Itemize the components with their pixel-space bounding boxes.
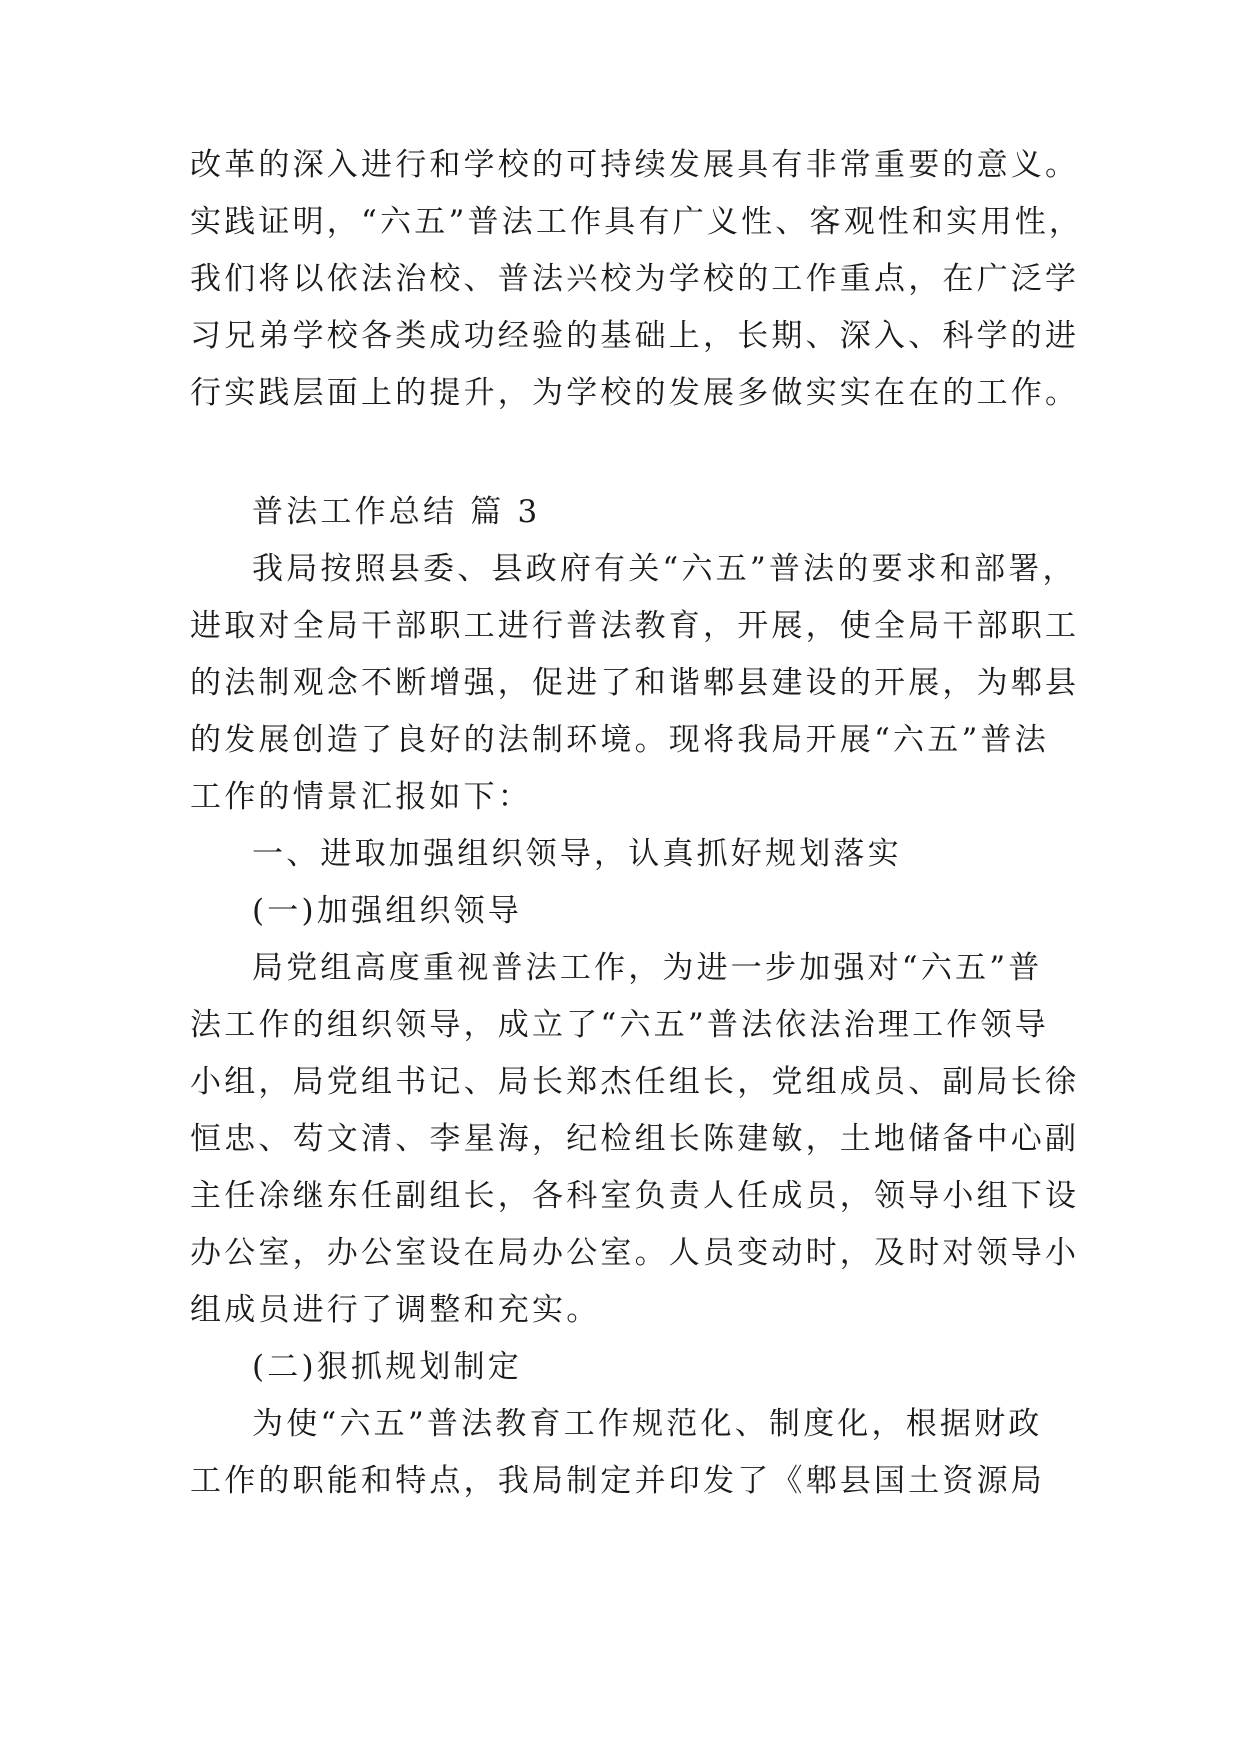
subsection-heading: (一)加强组织领导 [252,893,522,929]
subsection-heading: 一、进取加强组织领导，认真抓好规划落实 [252,836,902,872]
body-text-line: 工作的情景汇报如下： [190,779,532,815]
body-text-line: 主任凃继东任副组长，各科室负责人任成员，领导小组下设 [190,1178,1080,1214]
body-text-line: 我局按照县委、县政府有关“六五”普法的要求和部署， [252,551,1077,587]
body-text-line: 的发展创造了良好的法制环境。现将我局开展“六五”普法 [190,722,1049,758]
body-text-line: 法工作的组织领导，成立了“六五”普法依法治理工作领导 [190,1007,1049,1043]
body-text-line: 改革的深入进行和学校的可持续发展具有非常重要的意义。 [190,147,1080,183]
body-text-line: 行实践层面上的提升，为学校的发展多做实实在在的工作。 [190,375,1080,411]
subsection-heading: (二)狠抓规划制定 [252,1349,522,1385]
body-text-line: 工作的职能和特点，我局制定并印发了《郫县国土资源局 [190,1463,1045,1499]
body-text-line: 局党组高度重视普法工作，为进一步加强对“六五”普 [252,950,1043,986]
body-text-line: 组成员进行了调整和充实。 [190,1292,601,1328]
section-heading: 普法工作总结 篇 3 [252,494,541,530]
body-text-line: 小组，局党组书记、局长郑杰任组长，党组成员、副局长徐 [190,1064,1080,1100]
body-text-line: 恒忠、芶文清、李星海，纪检组长陈建敏，土地储备中心副 [190,1121,1080,1157]
body-text-line: 实践证明，“六五”普法工作具有广义性、客观性和实用性， [190,204,1084,240]
body-text-line: 为使“六五”普法教育工作规范化、制度化，根据财政 [252,1406,1043,1442]
body-text-line: 的法制观念不断增强，促进了和谐郫县建设的开展，为郫县 [190,665,1080,701]
body-text-line: 我们将以依法治校、普法兴校为学校的工作重点，在广泛学 [190,261,1080,297]
body-text-line: 进取对全局干部职工进行普法教育，开展，使全局干部职工 [190,608,1080,644]
body-text-line: 办公室，办公室设在局办公室。人员变动时，及时对领导小 [190,1235,1080,1271]
body-text-line: 习兄弟学校各类成功经验的基础上，长期、深入、科学的进 [190,318,1080,354]
